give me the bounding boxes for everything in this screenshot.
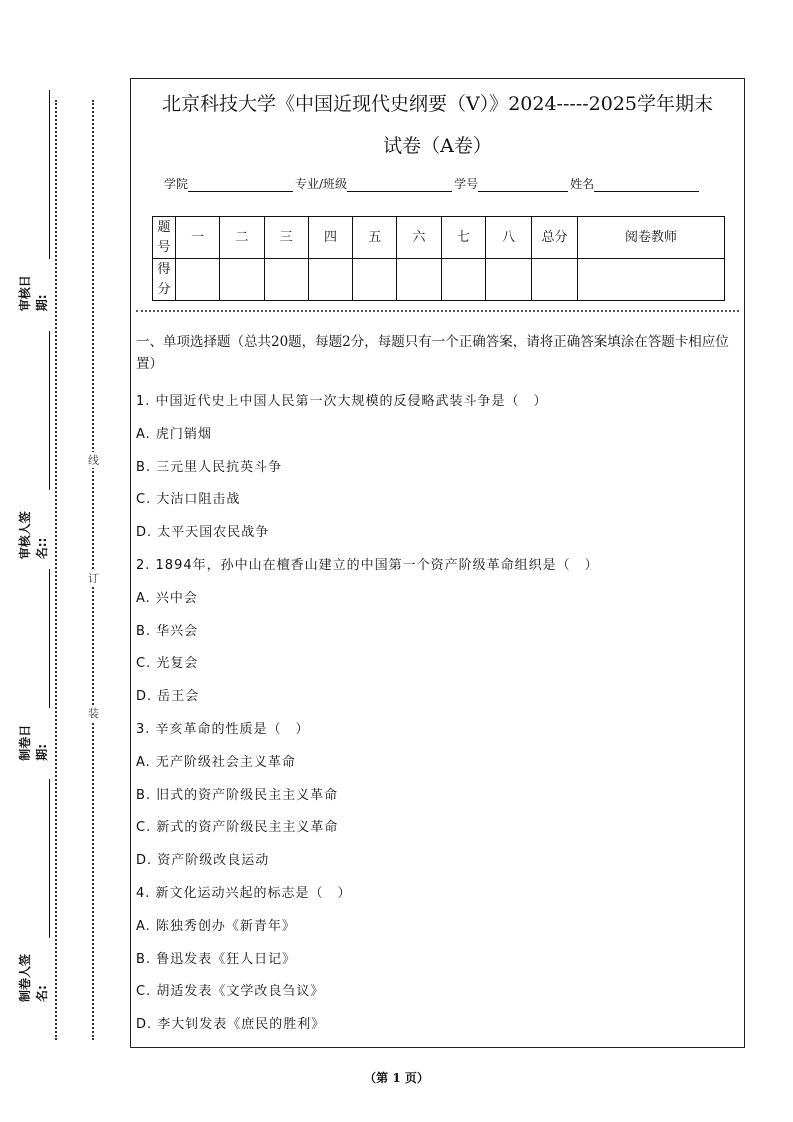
col-header: 四 [308,217,352,259]
question-option: A. 陈独秀创办《新青年》 [136,918,296,934]
col-header: 三 [264,217,308,259]
score-cell[interactable] [264,259,308,301]
score-table [152,216,725,301]
question-option: A. 兴中会 [136,590,198,606]
score-cell[interactable] [176,259,220,301]
student-id-label: 学号 [454,177,479,191]
question-option: B. 旧式的资产阶级民主主义革命 [136,787,339,803]
score-cell[interactable] [353,259,397,301]
college-label: 学院 [164,177,189,191]
maker-sign-label: 制卷人签名: [18,953,49,1002]
binding-label-line: 线 [88,454,99,467]
score-cell[interactable] [397,259,441,301]
score-cell[interactable] [441,259,485,301]
review-date-label: 审核日期: [18,275,49,312]
page-footer: （第 1 页） [364,1071,429,1085]
separator [136,310,739,312]
col-header: 六 [397,217,441,259]
exam-title: 北京科技大学《中国近现代史纲要（V）》2024-----2025学年期末 [161,93,714,115]
binding-label-install: 装 [88,707,99,720]
score-cell[interactable] [532,259,578,301]
question-option: C. 光复会 [136,656,199,672]
col-header: 一 [176,217,220,259]
question-option: C. 新式的资产阶级民主主义革命 [136,820,339,836]
question-option: B. 三元里人民抗英斗争 [136,459,283,475]
maker-date-field[interactable] [39,569,50,708]
review-date-field[interactable] [39,90,50,259]
signature-margin [18,90,50,1050]
reviewer-sign-label: 审核人签名:: [18,511,49,560]
question-option: A. 无产阶级社会主义革命 [136,754,296,770]
question-option: B. 鲁迅发表《狂人日记》 [136,951,297,967]
question-stem: 2. 1894年，孙中山在檀香山建立的中国第一个资产阶级革命组织是（ ） [136,558,599,573]
score-cell[interactable] [308,259,352,301]
name-label: 姓名 [570,177,595,191]
college-field[interactable] [188,179,293,192]
student-id-field[interactable] [478,179,568,192]
score-table-header-row [153,217,725,259]
question-stem: 3. 辛亥革命的性质是（ ） [136,722,310,737]
col-header: 阅卷教师 [578,217,725,259]
question-option: D. 李大钊发表《庶民的胜利》 [136,1017,326,1033]
question-stem: 1. 中国近代史上中国人民第一次大规模的反侵略武装斗争是（ ） [136,394,548,409]
question-stem: 4. 新文化运动兴起的标志是（ ） [136,886,352,901]
question-option: D. 岳王会 [136,689,200,705]
col-header: 七 [441,217,485,259]
score-cell[interactable] [220,259,264,301]
question-option: D. 资产阶级改良运动 [136,853,270,869]
score-table-score-row [153,259,725,301]
score-cell[interactable] [486,259,532,301]
question-option: B. 华兴会 [136,623,199,639]
exam-subtitle: 试卷（A卷） [383,135,492,157]
score-label: 得分 [153,259,176,301]
major-field[interactable] [347,179,452,192]
name-field[interactable] [594,179,699,192]
binding-label-order: 订 [88,572,99,585]
maker-sign-field[interactable] [39,779,50,938]
header-label: 题号 [153,217,176,259]
exam-frame [130,78,745,1048]
question-option: C. 大沽口阻击战 [136,492,241,508]
major-label: 专业/班级 [295,177,348,191]
student-info [164,175,701,192]
question-option: D. 太平天国农民战争 [136,525,270,541]
score-cell[interactable] [578,259,725,301]
binding-dotted-line-outer [55,100,57,1040]
section-heading: 一、单项选择题（总共20题，每题2分，每题只有一个正确答案，请将正确答案填涂在答题卡相应位置） [136,334,729,372]
col-header: 五 [353,217,397,259]
col-header: 八 [486,217,532,259]
question-option: C. 胡适发表《文学改良刍议》 [136,984,325,1000]
maker-date-label: 制卷日期: [18,724,49,761]
col-header: 总分 [532,217,578,259]
reviewer-sign-field[interactable] [39,331,50,490]
col-header: 二 [220,217,264,259]
question-option: A. 虎门销烟 [136,426,212,442]
